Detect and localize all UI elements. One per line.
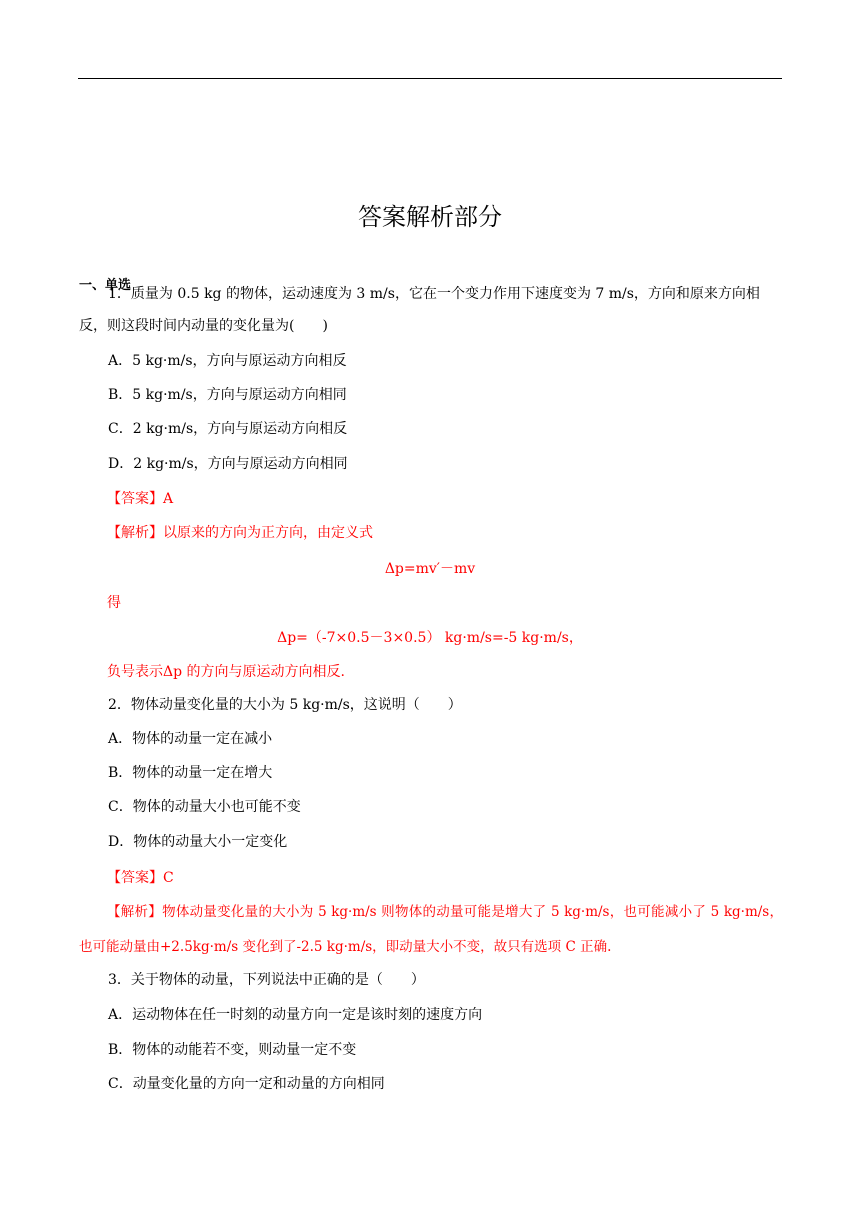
q2-stem: 2．物体动量变化量的大小为 5 kg·m/s，这说明（ ）: [108, 697, 462, 713]
section-heading: 一、单选: [79, 278, 132, 293]
q1-option-b: B．5 kg·m/s，方向与原运动方向相同: [108, 387, 347, 403]
q1-analysis-line1: 【解析】以原来的方向为正方向，由定义式: [107, 525, 373, 541]
page-title: 答案解析部分: [358, 203, 502, 231]
q1-formula1: Δp=mv′－mv: [384, 561, 476, 577]
q2-option-c: C．物体的动量大小也可能不变: [108, 799, 301, 815]
q2-analysis-line2: 也可能动量由+2.5kg·m/s 变化到了-2.5 kg·m/s，即动量大小不变，故只有选项 C 正确.: [79, 939, 612, 955]
q2-option-a: A．物体的动量一定在减小: [108, 731, 273, 747]
q2-analysis-line1-text: 【解析】物体动量变化量的大小为 5 kg·m/s 则物体的动量可能是增大了 5 kg·m/s，也可能减小了 5 kg·m/s，: [107, 904, 783, 920]
q1-stem-line1: 1．质量为 0.5 kg 的物体，运动速度为 3 m/s，它在一个变力作用下速度变为 7 m/s，方向和原来方向相: [108, 286, 760, 302]
q1-formula2: Δp=（-7×0.5－3×0.5） kg·m/s=-5 kg·m/s，: [277, 630, 583, 646]
q2-option-d: D．物体的动量大小一定变化: [108, 834, 288, 850]
q1-answer: 【答案】A: [107, 491, 174, 507]
q1-option-c: C．2 kg·m/s，方向与原运动方向相反: [108, 421, 348, 437]
q1-stem-line2: 反，则这段时间内动量的变化量为( ): [79, 318, 328, 334]
q1-analysis-line3: 负号表示Δp 的方向与原运动方向相反.: [107, 664, 345, 680]
q3-option-b: B．物体的动能若不变，则动量一定不变: [108, 1042, 357, 1058]
q3-option-a: A．运动物体在任一时刻的动量方向一定是该时刻的速度方向: [108, 1007, 483, 1023]
q2-option-b: B．物体的动量一定在增大: [108, 765, 273, 781]
q2-analysis-line1: [79, 902, 783, 922]
q1-option-a: A．5 kg·m/s，方向与原运动方向相反: [108, 353, 347, 369]
q1-option-d: D．2 kg·m/s，方向与原运动方向相同: [108, 456, 348, 472]
q3-option-c: C．动量变化量的方向一定和动量的方向相同: [108, 1076, 385, 1092]
q3-stem: 3．关于物体的动量，下列说法中正确的是（ ）: [108, 972, 425, 988]
q1-analysis-line2: 得: [107, 595, 121, 611]
q2-answer: 【答案】C: [107, 870, 174, 886]
header-rule: [78, 78, 782, 79]
